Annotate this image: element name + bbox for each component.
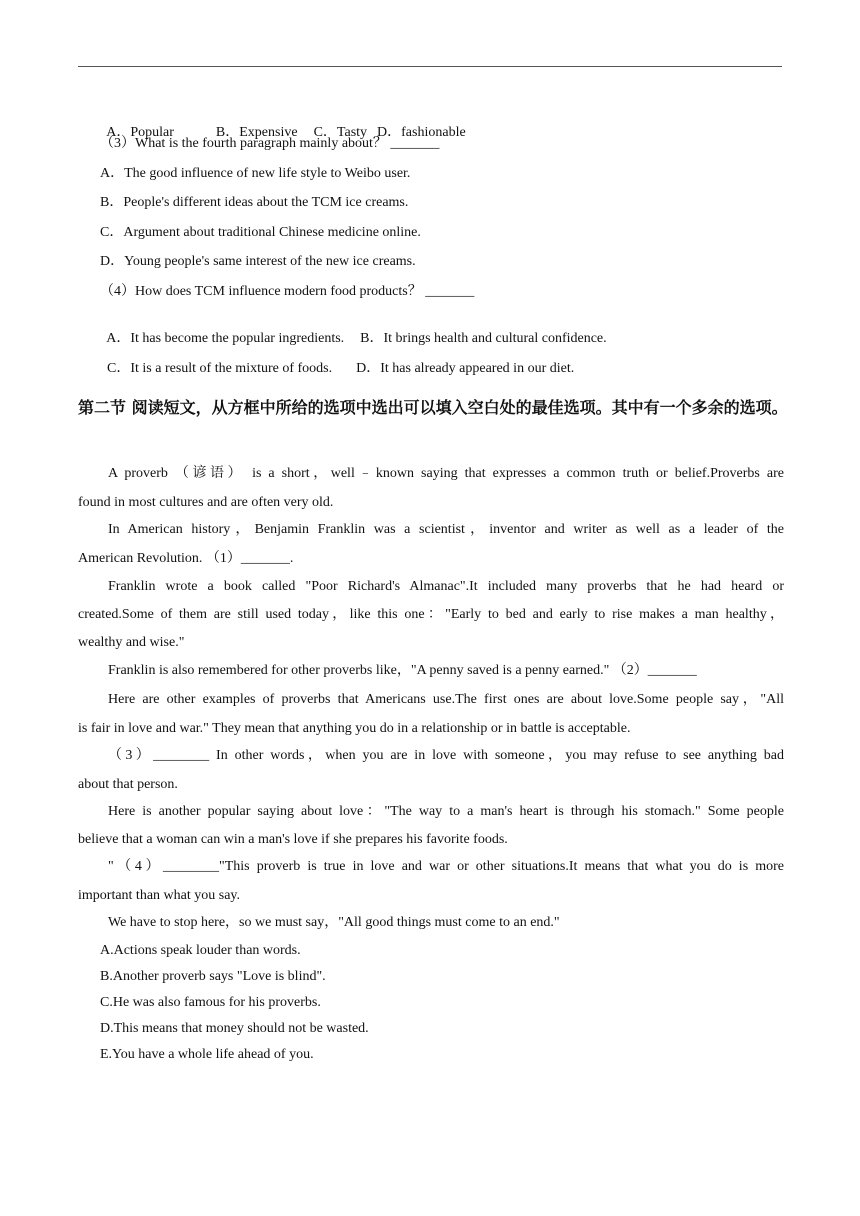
- passage-p2-line2: American Revolution. （1）_______.: [78, 551, 294, 566]
- q4-options-row2: [100, 342, 574, 378]
- q4-option-b: B．It brings health and cultural confidence.: [360, 331, 607, 346]
- passage-p2-line1: In American history，Benjamin Franklin was a scientist，inventor and writer as well as a leader of the: [108, 522, 784, 537]
- passage-p9-line1: We have to stop here，so we must say，"All good things must come to an end.": [108, 915, 560, 930]
- passage-p1-line2: found in most cultures and are often very old.: [78, 495, 334, 510]
- q4-option-d: D．It has already appeared in our diet.: [356, 361, 575, 376]
- answer-option-d: D.This means that money should not be wasted.: [100, 1021, 369, 1036]
- q2-option-b: B．Expensive: [215, 125, 298, 140]
- q4-option-a: A．It has become the popular ingredients.: [106, 331, 345, 346]
- q2-option-d: D．fashionable: [377, 125, 466, 140]
- passage-p7-line1: Here is another popular saying about love："The way to a man's heart is through his stomach." Some people: [108, 804, 784, 819]
- passage-p3-line3: wealthy and wise.": [78, 635, 185, 650]
- passage-p6-line2: about that person.: [78, 777, 178, 792]
- section-heading: 第二节 阅读短文，从方框中所给的选项中选出可以填入空白处的最佳选项。其中有一个多余的选项。: [78, 398, 788, 417]
- q4-stem: （4）How does TCM influence modern food products？ _______: [100, 284, 475, 299]
- passage-p8-line1: "（4）________"This proverb is true in love and war or other situations.It means that what you do is more: [108, 859, 784, 874]
- passage-p6-line1: （3）________ In other words，when you are in love with someone，you may refuse to see anything bad: [108, 748, 784, 763]
- answer-option-e: E.You have a whole life ahead of you.: [100, 1047, 314, 1062]
- passage-p5-line2: is fair in love and war." They mean that anything you do in a relationship or in battle is acceptable.: [78, 721, 631, 736]
- q2-option-a: A．Popular: [106, 125, 174, 140]
- passage-p3-line1: Franklin wrote a book called "Poor Richard's Almanac".It included many proverbs that he had heard or: [108, 579, 784, 594]
- q3-stem: （3）What is the fourth paragraph mainly about？ _______: [100, 136, 440, 151]
- q3-option-c: C．Argument about traditional Chinese medicine online.: [100, 225, 421, 240]
- passage-p4-line1: Franklin is also remembered for other proverbs like，"A penny saved is a penny earned." （2）_______: [108, 663, 697, 678]
- q4-option-c: C．It is a result of the mixture of foods.: [107, 361, 333, 376]
- passage-p8-line2: important than what you say.: [78, 888, 241, 903]
- answer-option-a: A.Actions speak louder than words.: [100, 943, 301, 958]
- passage-p5-line1: Here are other examples of proverbs that Americans use.The first ones are about love.Some people say，"All: [108, 692, 784, 707]
- passage-p7-line2: believe that a woman can win a man's love if she prepares his favorite foods.: [78, 832, 508, 847]
- q3-option-a: A．The good influence of new life style to Weibo user.: [100, 166, 411, 181]
- passage-p3-line2: created.Some of them are still used today，like this one："Early to bed and early to rise makes a man healthy，: [78, 607, 784, 622]
- q3-option-b: B．People's different ideas about the TCM ice creams.: [100, 195, 409, 210]
- q2-option-c: C．Tasty: [313, 125, 368, 140]
- answer-option-b: B.Another proverb says "Love is blind".: [100, 969, 326, 984]
- answer-option-c: C.He was also famous for his proverbs.: [100, 995, 321, 1010]
- header-rule: [78, 66, 782, 67]
- q3-option-d: D．Young people's same interest of the new ice creams.: [100, 254, 416, 269]
- passage-p1-line1: A proverb （谚语） is a short，well﹣known saying that expresses a common truth or belief.Proverbs are: [108, 466, 784, 481]
